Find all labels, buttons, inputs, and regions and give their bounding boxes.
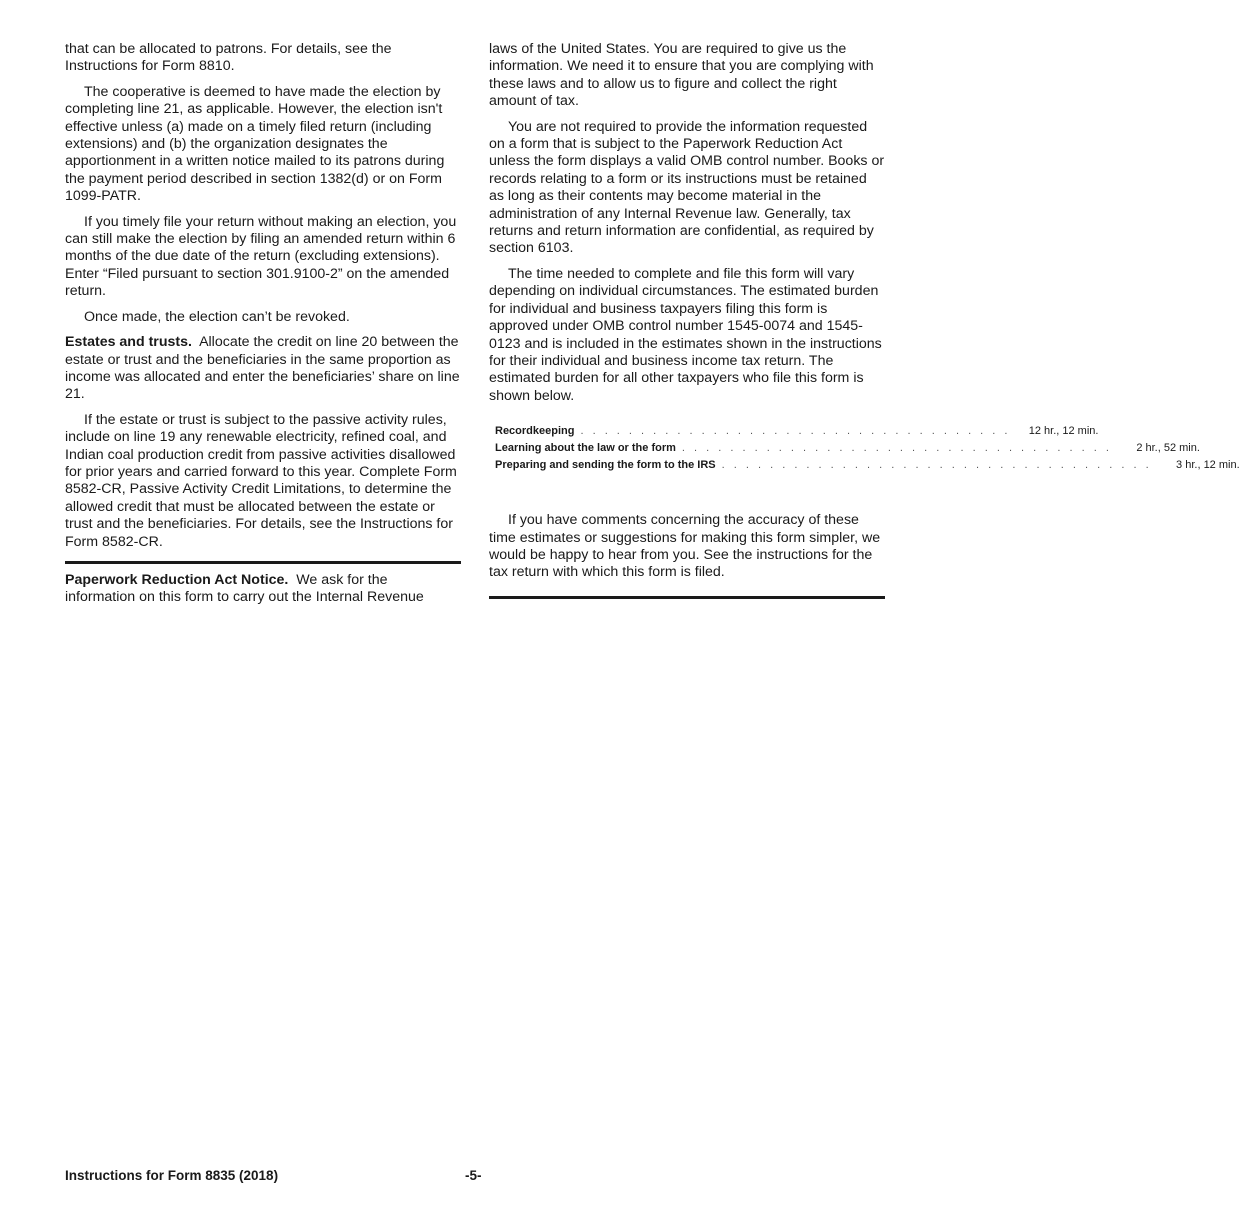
burden-value: 12 hr., 12 min.	[1028, 425, 1099, 438]
leader-dots: . . . . . . . . . . . . . . . . . . . . . . . . . . . . . . . . . . . .	[681, 442, 1112, 455]
estates-text: Allocate the credit on line 20 between the estate or trust and the beneficiaries in the same proportion as income was allocated and enter the beneficiaries’ share on line 21.	[65, 334, 460, 403]
burden-value: 2 hr., 52 min.	[1136, 442, 1200, 455]
leader-dots: . . . . . . . . . . . . . . . . . . . . . . . . . . . . . . . . . . . .	[580, 425, 1011, 438]
section-paperwork-reduction	[65, 572, 461, 607]
burden-label: Preparing and sending the form to the IRS	[495, 459, 716, 472]
leader-dots: . . . . . . . . . . . . . . . . . . . . . . . . . . . . . . . . . . . .	[721, 459, 1152, 472]
left-column	[65, 41, 461, 615]
paragraph-amended-return: If you timely file your return without making an election, you can still make the election by filing an amended return within 6 months of the due date of the return (excluding extensions). Enter “Filed pursuant to section 301.9100-2” on the amended return.	[65, 213, 457, 300]
burden-label: Recordkeeping	[495, 425, 575, 438]
paperwork-text: We ask for the information on this form to carry out the Internal Revenue	[65, 571, 424, 606]
footer-form-title: Instructions for Form 8835 (2018)	[65, 1168, 279, 1183]
burden-row	[495, 440, 1200, 457]
section-estates-and-trusts	[65, 334, 461, 404]
end-divider	[489, 596, 885, 599]
paragraph-laws-required: laws of the United States. You are required to give us the information. We need it to ensure that you are complying with these laws and to allow us to figure and collect the right amount of tax.	[489, 41, 874, 110]
burden-row	[495, 457, 1240, 474]
heading-estates-and-trusts: Estates and trusts.	[65, 334, 192, 351]
paragraph-comments: If you have comments concerning the accuracy of these time estimates or suggestions for making this form simpler, we would be happy to hear from you. See the instructions for the tax return with which this form is filed.	[489, 512, 881, 581]
paragraph-time-needed: The time needed to complete and file this form will vary depending on individual circumstances. The estimated burden for individual and business taxpayers filing this form is approved under OMB control number 1545-0074 and 1545-0123 and is included in the estimates shown in the instructions for their individual and business income tax return. The estimated burden for all other taxpayers who file this form is shown below.	[489, 265, 882, 404]
paragraph-cooperative-election: The cooperative is deemed to have made the election by completing line 21, as applicable. However, the election isn't effective unless (a) made on a timely filed return (including extensions) and (b) the organization designates the apportionment in a written notice mailed to its patrons during the payment period described in section 1382(d) or on Form 1099-PATR.	[65, 83, 445, 205]
section-divider	[65, 561, 461, 564]
heading-paperwork-reduction-act: Paperwork Reduction Act Notice.	[65, 571, 289, 588]
paragraph-election-irrevocable: Once made, the election can’t be revoked.	[84, 308, 350, 325]
footer-page-number: -5-	[465, 1168, 482, 1183]
burden-row	[495, 423, 1099, 440]
paragraph-omb-control: You are not required to provide the information requested on a form that is subject to the Paperwork Reduction Act unless the form displays a valid OMB control number. Books or records relating to a form or its instructions must be retained as long as their contents may become material in the administration of any Internal Revenue law. Generally, tax returns and return information are confidential, as required by section 6103.	[489, 118, 885, 257]
paragraph-passive-activity: If the estate or trust is subject to the passive activity rules, include on line 19 any renewable electricity, refined coal, and Indian coal production credit from passive activities disallowed for prior years and carried forward to this year. Complete Form 8582-CR, Passive Activity Credit Limitations, to determine the allowed credit that must be allocated between the estate or trust and the beneficiaries. For details, see the Instructions for Form 8582-CR.	[65, 411, 457, 550]
right-column	[489, 41, 1240, 607]
burden-label: Learning about the law or the form	[495, 442, 676, 455]
paragraph-patrons-allocation: that can be allocated to patrons. For details, see the Instructions for Form 8810.	[65, 41, 392, 75]
burden-table	[489, 423, 1240, 474]
burden-value: 3 hr., 12 min.	[1176, 459, 1240, 472]
